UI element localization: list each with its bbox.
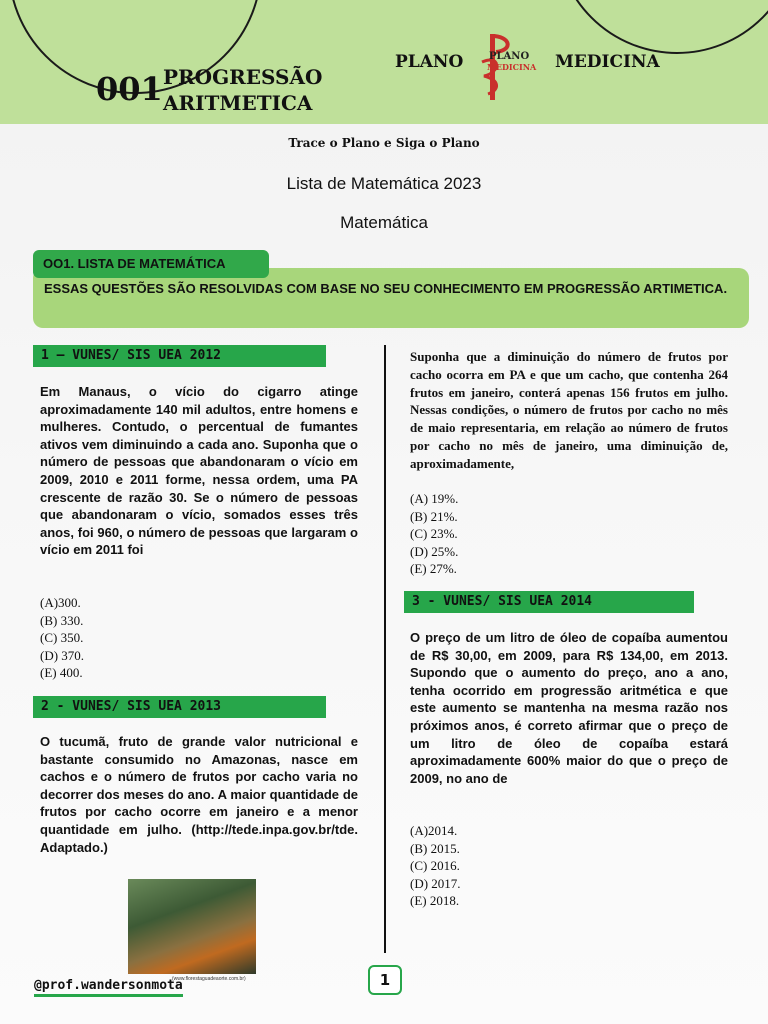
note-text: ESSAS QUESTÕES SÃO RESOLVIDAS COM BASE NO SEU CONHECIMENTO EM PROGRESSÃO ARTIMETICA.	[44, 281, 728, 296]
option-d[interactable]: (D) 2017.	[410, 875, 461, 891]
question-1-options	[40, 594, 84, 682]
option-b[interactable]: (B) 330.	[40, 612, 84, 628]
question-3-options	[410, 822, 461, 910]
tucuma-photo	[128, 879, 256, 974]
option-a[interactable]: (A)2014.	[410, 823, 458, 838]
instagram-handle[interactable]: @prof.wandersonmota	[34, 978, 183, 997]
question-1-text: Em Manaus, o vício do cigarro atinge aproximadamente 140 mil adultos, entre homens e mulheres. Contudo, o percentual de fumantes ativos vem diminuindo a cada ano. Suponha que o número de pessoas que abandonaram o vício em 2009, 2010 e 2011 forme, nessa ordem, uma PA crescente de razão 30. Se o número de pessoas que abandonaram o vício, somados esses três anos, foi 960, o número de pessoas que largaram o vício em 2011 foi	[40, 384, 358, 558]
question-2-options	[410, 490, 458, 578]
option-e[interactable]: (E) 2018.	[410, 893, 460, 909]
option-a[interactable]: (A) 19%.	[410, 491, 459, 506]
list-title: Lista de Matemática 2023	[286, 174, 482, 193]
note-tag: OO1. LISTA DE MATEMÁTICA	[33, 250, 269, 278]
option-d[interactable]: (D) 370.	[40, 647, 85, 663]
brand-medicina: MEDICINA	[555, 52, 660, 72]
page-number: 1	[368, 965, 402, 995]
option-c[interactable]: (C) 23%.	[410, 526, 458, 542]
column-divider	[384, 345, 386, 953]
brand-plano: PLANO	[395, 52, 464, 72]
lesson-title-line2: ARITMETICA	[163, 91, 313, 115]
question-2-text: O tucumã, fruto de grande valor nutricional e bastante consumido no Amazonas, nasce em cachos e o número de frutos por cacho varia no decorrer dos meses do ano. A maior quantidade de frutos por cacho ocorre em janeiro e a menor quantidade em julho. (http://tede.inpa.gov.br/tde. Adaptado.)	[40, 734, 358, 855]
logo-text-medicina: MEDICINA	[487, 62, 537, 72]
decorative-circle-right	[555, 0, 768, 54]
lesson-number: 001	[96, 70, 163, 108]
subject-title: Matemática	[340, 213, 428, 232]
photo-credit: (www.florestaguadeaorte.com.br)	[172, 976, 246, 982]
question-3-text: O preço de um litro de óleo de copaíba aumentou de R$ 30,00, em 2009, para R$ 134,00, em 2013. Supondo que o aumento do preço, ano a ano, tenha ocorrido em progressão aritmética e que este aumento se mantenha na mesma razão nos próximos anos, é correto afirmar que o preço de um litro de óleo de copaíba estará aproximadamente 600% maior do que o preço de 2009, no ano de	[410, 630, 728, 786]
question-1-tag: 1 – VUNES/ SIS UEA 2012	[33, 345, 326, 367]
tagline: Trace o Plano e Siga o Plano	[288, 136, 480, 150]
question-3-tag: 3 - VUNES/ SIS UEA 2014	[404, 591, 694, 613]
option-c[interactable]: (C) 350.	[40, 630, 84, 646]
option-a[interactable]: (A)300.	[40, 595, 81, 610]
option-e[interactable]: (E) 27%.	[410, 561, 457, 577]
option-c[interactable]: (C) 2016.	[410, 858, 460, 874]
question-2-continuation: Suponha que a diminuição do número de frutos por cacho ocorra em PA e que um cacho, que contenha 264 frutos em janeiro, conterá apenas 156 frutos em julho. Nessas condições, o número de frutos por cacho no mês de maio representaria, em relação ao número de frutos por cacho no mês de janeiro, uma diminuição de, aproximadamente,	[410, 349, 728, 471]
logo-text-plano: PLANO	[489, 51, 530, 62]
option-d[interactable]: (D) 25%.	[410, 543, 459, 559]
question-2-tag: 2 - VUNES/ SIS UEA 2013	[33, 696, 326, 718]
option-b[interactable]: (B) 21%.	[410, 508, 458, 524]
option-b[interactable]: (B) 2015.	[410, 840, 460, 856]
option-e[interactable]: (E) 400.	[40, 665, 83, 681]
lesson-title	[163, 64, 322, 116]
lesson-title-line1: PROGRESSÃO	[163, 65, 323, 89]
